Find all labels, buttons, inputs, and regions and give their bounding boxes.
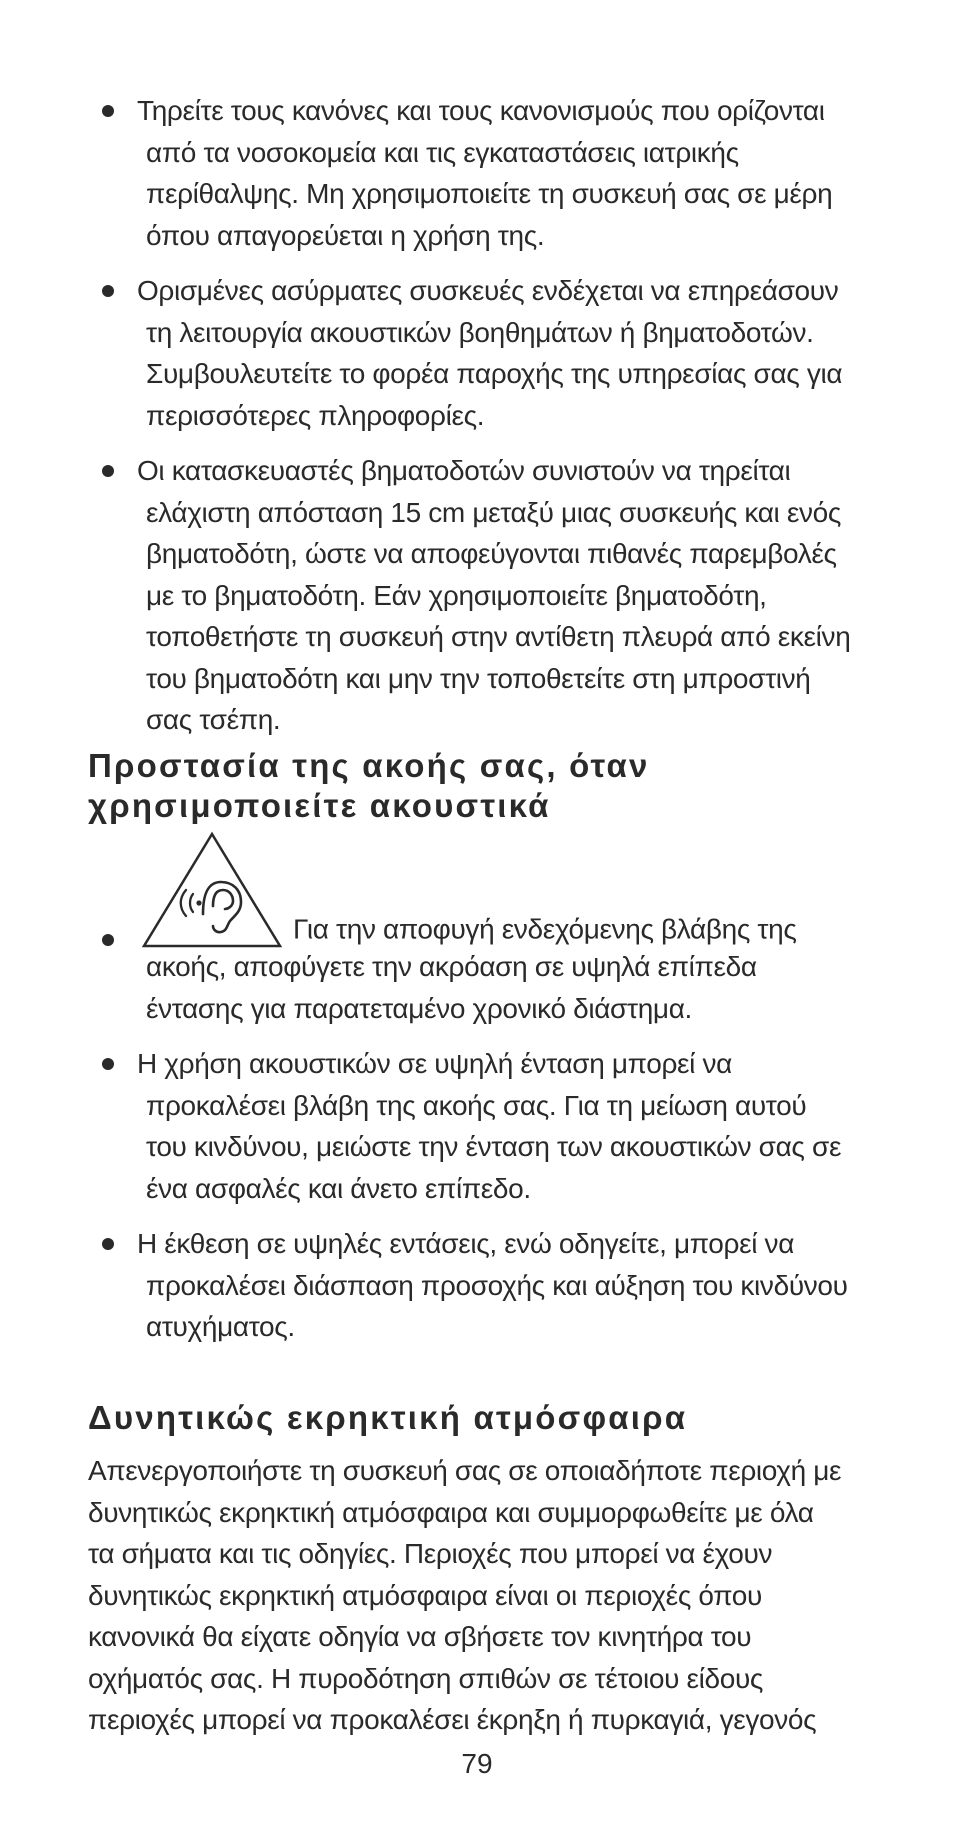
paragraph-line: δυνητικώς εκρηκτική ατμόσφαιρα και συμμορφωθείτε με όλα bbox=[88, 1496, 814, 1528]
paragraph-line: περιοχές μπορεί να προκαλέσει έκρηξη ή πυρκαγιά, γεγονός bbox=[88, 1704, 817, 1735]
hearing-bullet-list bbox=[0, 830, 954, 1362]
list-item bbox=[0, 1043, 954, 1209]
list-item-line: προκαλέσει διάσπαση προσοχής και αύξηση του κινδύνου bbox=[146, 1269, 848, 1301]
list-item-warning bbox=[0, 830, 954, 1029]
paragraph-line: οχήματός σας. Η πυροδότηση σπιθών σε τέτοιου είδους bbox=[88, 1662, 764, 1694]
list-item-line: τη λειτουργία ακουστικών βοηθημάτων ή βηματοδοτών. bbox=[146, 316, 814, 348]
bullet-icon bbox=[102, 465, 114, 477]
section-heading-explosive: Δυνητικώς εκρηκτική ατμόσφαιρα bbox=[88, 1399, 688, 1436]
list-item-first-line: Τηρείτε τους κανόνες και τους κανονισμούς που ορίζονται bbox=[137, 95, 825, 126]
list-item-first-line: Η έκθεση σε υψηλές εντάσεις, ενώ οδηγείτε, μπορεί να bbox=[137, 1228, 795, 1259]
bullet-icon bbox=[102, 1238, 114, 1250]
list-item-first-line: Οι κατασκευαστές βηματοδοτών συνιστούν να τηρείται bbox=[137, 455, 791, 486]
list-item-line: με το βηματοδότη. Εάν χρησιμοποιείτε βηματοδότη, bbox=[146, 579, 767, 611]
list-item-line: βηματοδότη, ώστε να αποφεύγονται πιθανές παρεμβολές bbox=[146, 538, 837, 569]
list-item-line: όπου απαγορεύεται η χρήση της. bbox=[146, 219, 545, 251]
list-item-line: τοποθετήστε τη συσκευή στην αντίθετη πλευρά από εκείνη bbox=[146, 621, 851, 652]
paragraph-line: κανονικά θα είχατε οδηγία να σβήσετε τον κινητήρα του bbox=[88, 1621, 752, 1652]
bullet-icon bbox=[102, 105, 114, 117]
section-heading-hearing bbox=[88, 746, 908, 826]
list-item-line: ελάχιστη απόσταση 15 cm μεταξύ μιας συσκευής και ενός bbox=[146, 496, 841, 528]
explosive-paragraph bbox=[88, 1450, 898, 1741]
list-item-first-line: Για την αποφυγή ενδεχόμενης βλάβης της bbox=[293, 913, 797, 945]
list-item-line: του βηματοδότη και μην την τοποθετείτε στη μπροστινή bbox=[146, 662, 811, 694]
paragraph-line: Απενεργοποιήστε τη συσκευή σας σε οποιαδήποτε περιοχή με bbox=[88, 1455, 842, 1486]
bullet-icon bbox=[102, 1058, 114, 1070]
list-item-line: Συμβουλευτείτε το φορέα παροχής της υπηρεσίας σας για bbox=[146, 358, 843, 389]
list-item-line: ακοής, αποφύγετε την ακρόαση σε υψηλά επίπεδα bbox=[146, 951, 757, 982]
list-item-line: του κινδύνου, μειώστε την ένταση των ακουστικών σας σε bbox=[146, 1131, 842, 1162]
medical-bullet-list bbox=[0, 90, 954, 755]
list-item-line: προκαλέσει βλάβη της ακοής σας. Για τη μείωση αυτού bbox=[146, 1089, 807, 1121]
list-item-line: σας τσέπη. bbox=[146, 704, 281, 735]
paragraph-line: δυνητικώς εκρηκτική ατμόσφαιρα είναι οι περιοχές όπου bbox=[88, 1579, 762, 1611]
bullet-icon bbox=[102, 285, 114, 297]
list-item-line: ατυχήματος. bbox=[146, 1311, 295, 1342]
list-item-line: έντασης για παρατεταμένο χρονικό διάστημα. bbox=[146, 992, 692, 1024]
list-item bbox=[0, 450, 954, 741]
list-item-first-line: Η χρήση ακουστικών σε υψηλή ένταση μπορεί να bbox=[137, 1048, 732, 1079]
bullet-icon bbox=[102, 934, 114, 946]
list-item-line: περισσότερες πληροφορίες. bbox=[146, 399, 485, 431]
list-item-line: ένα ασφαλές και άνετο επίπεδο. bbox=[146, 1172, 531, 1204]
hearing-warning-icon bbox=[137, 830, 287, 950]
list-item bbox=[0, 90, 954, 256]
list-item bbox=[0, 1223, 954, 1348]
list-item bbox=[0, 270, 954, 436]
list-item-line: περίθαλψης. Μη χρησιμοποιείτε τη συσκευή σας σε μέρη bbox=[146, 178, 833, 209]
list-item-line: από τα νοσοκομεία και τις εγκαταστάσεις ιατρικής bbox=[146, 136, 739, 168]
heading-line: χρησιμοποιείτε ακουστικά bbox=[88, 787, 551, 824]
page-number: 79 bbox=[461, 1748, 493, 1779]
paragraph-line: τα σήματα και τις οδηγίες. Περιοχές που μπορεί να έχουν bbox=[88, 1538, 773, 1569]
list-item-first-line: Ορισμένες ασύρματες συσκευές ενδέχεται να επηρεάσουν bbox=[137, 275, 839, 306]
heading-line: Προστασία της ακοής σας, όταν bbox=[88, 747, 650, 784]
